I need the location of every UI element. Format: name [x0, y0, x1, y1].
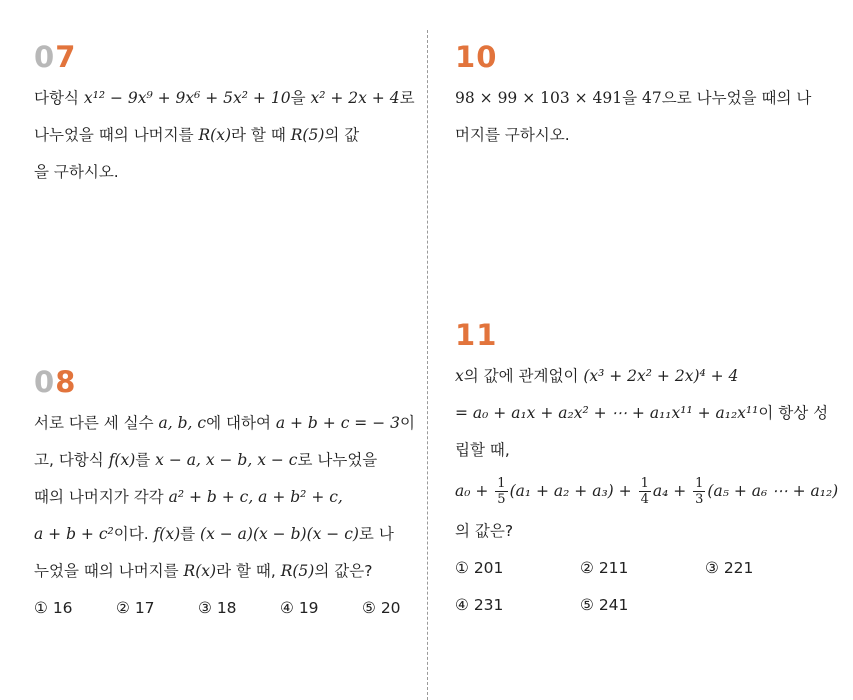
- choice-3[interactable]: ③ 18: [198, 599, 237, 617]
- choice-2[interactable]: ② 211: [580, 559, 629, 577]
- math-expression: a + b + c = − 3: [275, 414, 400, 432]
- math-expression: a₄ +: [652, 482, 692, 500]
- problem-number: [34, 40, 415, 74]
- math-expression: (x³ + 2x² + 2x)⁴ + 4: [583, 367, 739, 385]
- number-digit-2: 7: [55, 40, 77, 74]
- fraction-denominator: 5: [497, 492, 506, 507]
- math-expression: a² + b + c, a + b² + c,: [168, 488, 343, 506]
- answer-choices: [455, 587, 838, 624]
- text: 의 값에 관계없이: [463, 367, 584, 385]
- math-expression: f(x): [153, 525, 181, 543]
- problem-text-line: [34, 117, 415, 154]
- math-expression: x − a, x − b, x − c: [155, 451, 298, 469]
- text: 의 값: [324, 126, 360, 144]
- text: 라 할 때,: [216, 562, 281, 580]
- math-expression: a₀ +: [455, 482, 494, 500]
- math-expression: = a₀ + a₁x + a₂x² + ⋯ + a₁₁x¹¹ + a₁₂x¹¹: [455, 404, 759, 422]
- choice-4[interactable]: ④ 231: [455, 596, 504, 614]
- math-expression: a + b + c²: [34, 525, 114, 543]
- choice-4[interactable]: ④ 19: [280, 599, 319, 617]
- problem-text-line: [34, 405, 444, 442]
- choice-2[interactable]: ② 17: [116, 599, 155, 617]
- choice-3[interactable]: ③ 221: [705, 559, 754, 577]
- math-expression: R(5): [290, 126, 325, 144]
- fraction-numerator: 1: [695, 476, 704, 491]
- math-expression: R(5): [280, 562, 315, 580]
- problem-text-line: [34, 479, 444, 516]
- number-digit-2: 0: [476, 40, 498, 74]
- text: 이: [400, 414, 415, 432]
- math-expression: 98 × 99 × 103 × 491: [455, 89, 623, 107]
- answer-choices: [34, 590, 444, 627]
- number-digit-1: 1: [455, 40, 477, 74]
- math-expression: R(x): [183, 562, 217, 580]
- fraction: [639, 476, 651, 507]
- choice-5[interactable]: ⑤ 241: [580, 596, 629, 614]
- text: 이다.: [113, 525, 154, 543]
- text: 에 대하여: [206, 414, 276, 432]
- text: 로 나: [358, 525, 394, 543]
- problem-11: [455, 318, 838, 624]
- problem-number: [455, 40, 811, 74]
- text: 을: [290, 89, 311, 107]
- problem-text-line: 의 값은?: [455, 522, 514, 540]
- problem-text-line: [455, 358, 838, 395]
- text: 고, 다항식: [34, 451, 109, 469]
- text: 다항식: [34, 89, 84, 107]
- text: 때의 나머지가 각각: [34, 488, 169, 506]
- problem-07: [34, 40, 415, 191]
- text: 라 할 때: [231, 126, 291, 144]
- math-expression: (a₁ + a₂ + a₃) +: [509, 482, 637, 500]
- text: 를: [135, 451, 156, 469]
- problem-text-line: [34, 80, 415, 117]
- text: 서로 다른 세 실수: [34, 414, 159, 432]
- math-expression: (a₅ + a₆ ⋯ + a₁₂): [707, 482, 839, 500]
- number-digit-2: 1: [476, 318, 498, 352]
- choice-5[interactable]: ⑤ 20: [362, 599, 401, 617]
- fraction: [495, 476, 507, 507]
- problem-text-line: [34, 442, 444, 479]
- math-expression: x: [455, 367, 464, 385]
- math-expression: a, b, c: [158, 414, 207, 432]
- number-digit-1: 0: [34, 365, 56, 399]
- math-expression: R(x): [198, 126, 232, 144]
- number-digit-1: 0: [34, 40, 56, 74]
- math-expression: 47: [642, 89, 662, 107]
- problem-text-line: [34, 553, 444, 590]
- text: 나누었을 때의 나머지를: [34, 126, 199, 144]
- math-expression: x² + 2x + 4: [310, 89, 400, 107]
- number-digit-2: 8: [55, 365, 77, 399]
- problem-text-line: [455, 395, 838, 432]
- fraction-denominator: 3: [695, 492, 704, 507]
- text: 를: [180, 525, 201, 543]
- fraction-numerator: 1: [497, 476, 506, 491]
- problem-08: [34, 365, 444, 627]
- problem-text-line: 을 구하시오.: [34, 163, 119, 181]
- fraction-denominator: 4: [640, 492, 649, 507]
- problem-text-line: [34, 516, 444, 553]
- problem-text-line: [455, 80, 811, 117]
- fraction: [693, 476, 705, 507]
- choice-1[interactable]: ① 201: [455, 559, 504, 577]
- text: 이 항상 성: [758, 404, 829, 422]
- problem-text-line: [455, 469, 838, 513]
- text: 로 나누었을: [297, 451, 378, 469]
- text: 을: [622, 89, 643, 107]
- problem-number: [455, 318, 838, 352]
- problem-10: [455, 40, 811, 154]
- problem-number: [34, 365, 444, 399]
- math-expression: (x − a)(x − b)(x − c): [200, 525, 359, 543]
- choice-1[interactable]: ① 16: [34, 599, 73, 617]
- text: 누었을 때의 나머지를: [34, 562, 184, 580]
- text: 의 값은?: [314, 562, 373, 580]
- problem-text-line: 립할 때,: [455, 441, 510, 459]
- answer-choices: [455, 550, 838, 587]
- text: 로: [399, 89, 415, 107]
- fraction-numerator: 1: [640, 476, 649, 491]
- number-digit-1: 1: [455, 318, 477, 352]
- math-expression: f(x): [108, 451, 136, 469]
- math-expression: x¹² − 9x⁹ + 9x⁶ + 5x² + 10: [83, 89, 291, 107]
- text: 으로 나누었을 때의 나: [661, 89, 812, 107]
- problem-text-line: 머지를 구하시오.: [455, 126, 570, 144]
